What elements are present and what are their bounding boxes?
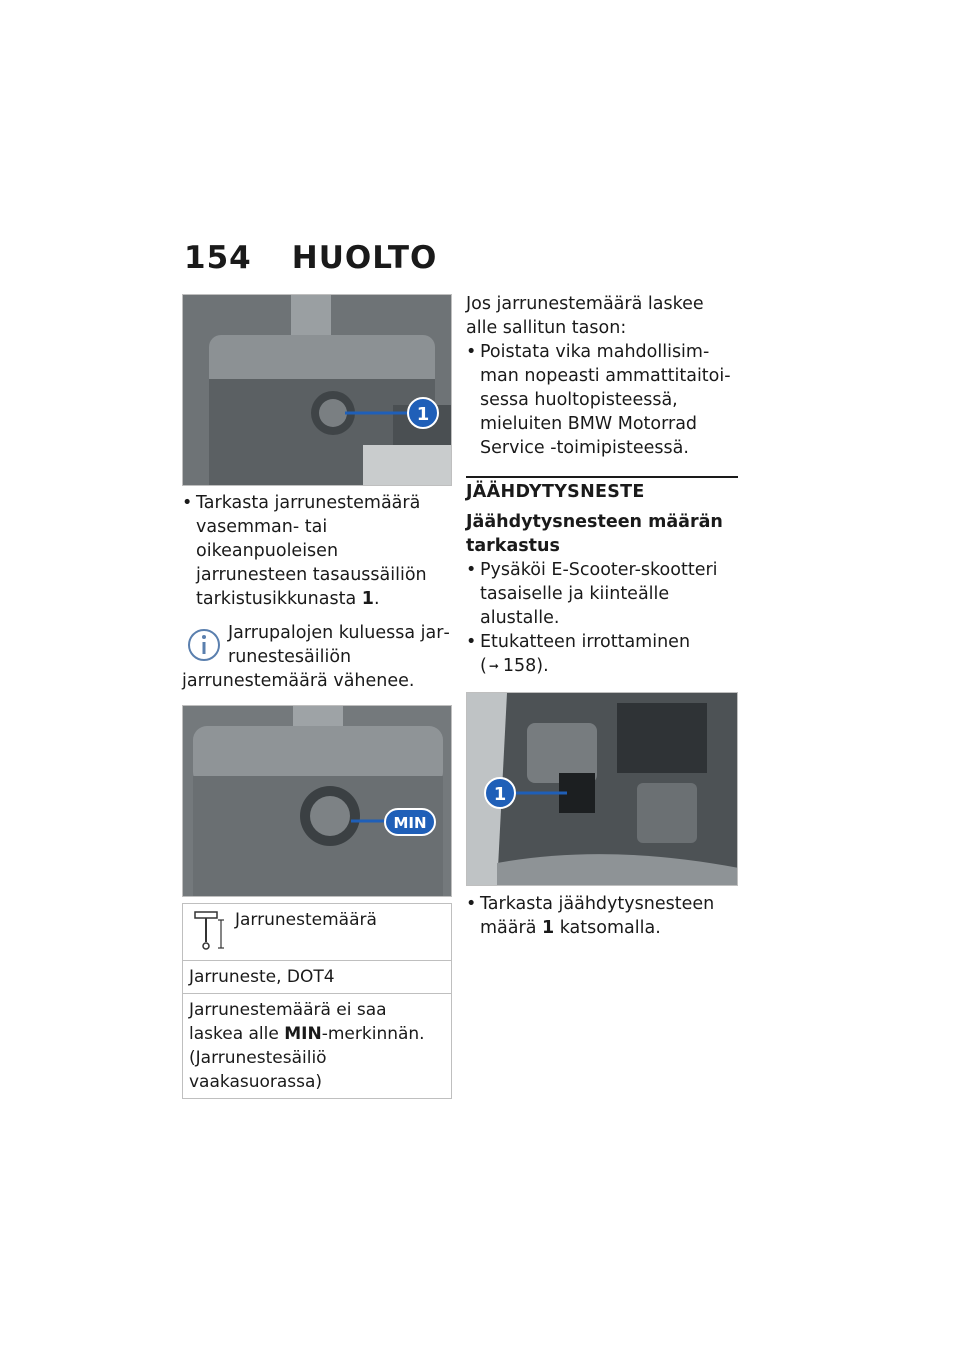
right-bullet-3 <box>466 630 738 678</box>
info-note <box>182 621 452 693</box>
min-mark-illustration <box>183 706 452 897</box>
right-bullet-3-ref-open: ( <box>480 656 487 676</box>
info-icon <box>182 621 222 665</box>
spec-row2-c: -merkinnän. <box>321 1024 425 1044</box>
coolant-figure <box>466 692 738 886</box>
page-title: HUOLTO <box>291 240 438 276</box>
measuring-tool-icon <box>189 908 227 952</box>
figure3-callout: 1 <box>493 784 507 805</box>
left-bullet-1-ref: 1 <box>361 589 374 609</box>
spec-table-header <box>183 904 451 960</box>
page-number: 154 <box>184 240 252 276</box>
right-bullet-4 <box>466 892 738 940</box>
spec-table-row-1: Jarruneste, DOT4 <box>183 960 451 993</box>
page-header <box>184 240 437 276</box>
right-bullet-3-text: Etukatteen irrottaminen <box>480 632 691 652</box>
right-bullet-1: • Poistata vika mahdollisimman nopeasti ammattitaitoisessa huoltopisteessä, mieluiten BMW Motorrad Service -toimipisteessä. <box>466 340 738 460</box>
min-mark-figure <box>182 705 452 897</box>
left-bullet-1 <box>182 491 452 611</box>
right-column <box>466 292 738 940</box>
spec-table-row-2 <box>183 993 451 1098</box>
right-bullet-3-ref-page: 158). <box>502 656 549 676</box>
right-bullet-4-a: Tarkasta jäähdytysnesteen määrä <box>480 894 715 938</box>
brake-reservoir-illustration <box>183 295 452 486</box>
brake-reservoir-figure <box>182 294 452 486</box>
left-column <box>182 294 452 1099</box>
spec-table <box>182 903 452 1099</box>
section-title: JÄÄHDYTYSNESTE <box>466 476 738 504</box>
left-bullet-1-end: . <box>373 589 380 609</box>
left-bullet-1-text: Tarkasta jarrunestemäärä vasemman- tai oikeanpuoleisen jarrunesteen tasaussäiliön tarkistusikkunasta <box>196 493 427 609</box>
right-bullet-4-ref: 1 <box>541 918 555 938</box>
spec-row2-d: (Jarrunestesäiliö vaakasuorassa) <box>189 1048 327 1092</box>
spec-row2-min: MIN <box>284 1024 322 1044</box>
coolant-illustration <box>467 693 738 886</box>
right-bullet-2: • Pysäköi E-Scooter-skootteri tasaiselle ja kiinteälle alustalle. <box>466 558 738 630</box>
info-note-text: Jarrupalojen kuluessa jarrunestesäiliön jarrunestemäärä vähenee. <box>182 623 450 691</box>
arrow-right-icon: ➞ <box>488 659 499 673</box>
figure2-callout: MIN <box>393 814 427 832</box>
figure1-callout: 1 <box>416 404 430 425</box>
sub-title: Jäähdytysnesteen määrän tarkastus <box>466 512 723 556</box>
right-intro: Jos jarrunestemäärä laskee alle sallitun tason: <box>466 294 704 338</box>
right-bullet-4-c: katsomalla. <box>554 918 661 938</box>
spec-row2-a: Jarrunestemäärä ei saa laskea alle <box>189 1000 387 1044</box>
spec-table-title: Jarrunestemäärä <box>235 910 377 930</box>
